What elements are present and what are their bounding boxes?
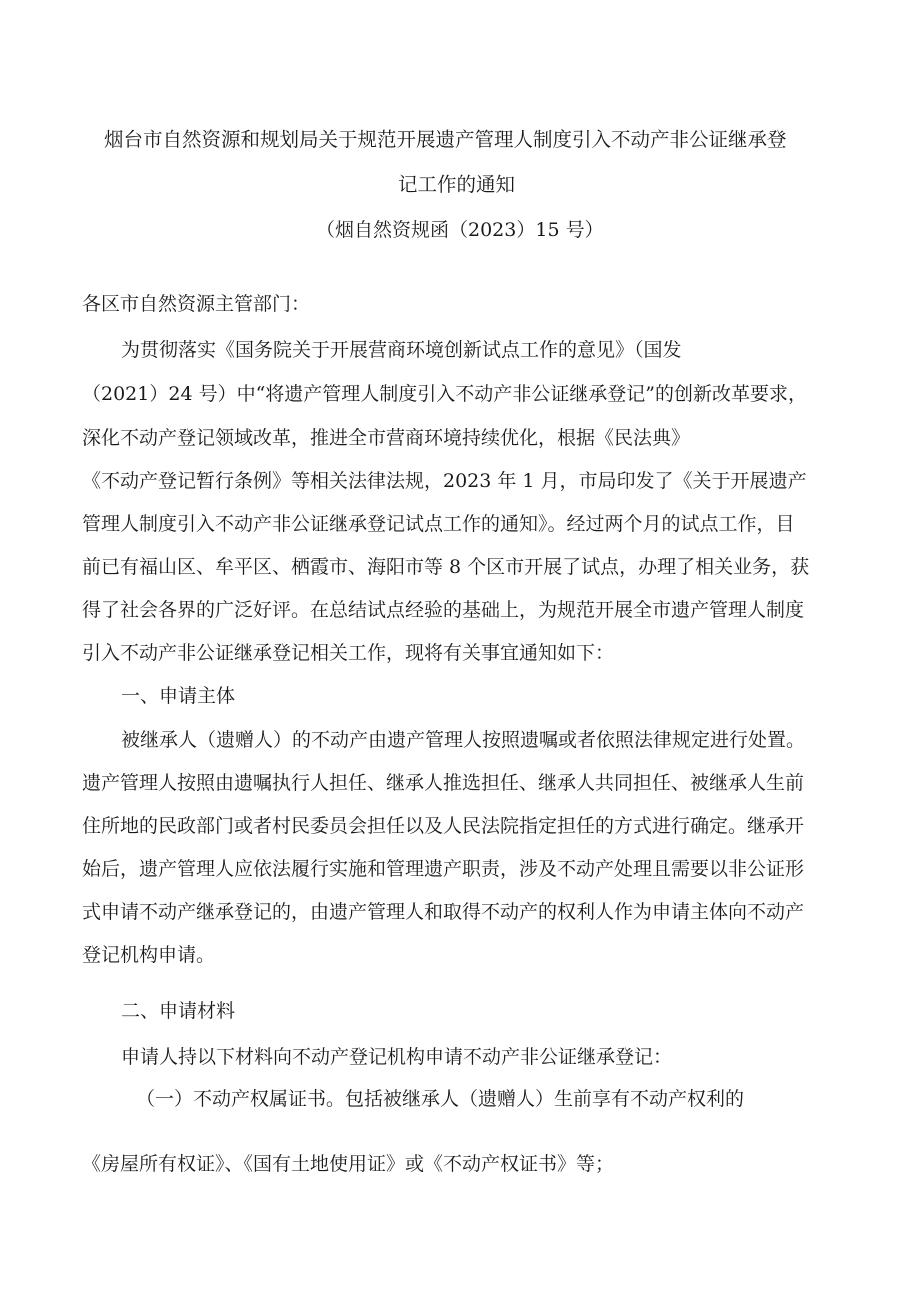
intro-line: 前已有福山区、牟平区、栖霞市、海阳市等 8 个区市开展了试点，办理了相关业务，获 (82, 556, 810, 578)
section1-line: 登记机构申请。 (82, 944, 216, 966)
section1-line: 始后，遗产管理人应依法履行实施和管理遗产职责，涉及不动产处理且需要以非公证形 (82, 858, 805, 880)
item-1-line-2: 《房屋所有权证》、《国有土地使用证》或《不动产权证书》等； (82, 1153, 615, 1175)
section1-line: 式申请不动产继承登记的，由遗产管理人和取得不动产的权利人作为申请主体向不动产 (82, 901, 805, 923)
intro-line: 引入不动产非公证继承登记相关工作，现将有关事宜通知如下： (82, 642, 615, 664)
section1-line: 住所地的民政部门或者村民委员会担任以及人民法院指定担任的方式进行确定。继承开 (82, 815, 805, 837)
intro-line: 《不动产登记暂行条例》等相关法律法规，2023 年 1 月，市局印发了《关于开展遗产 (82, 470, 807, 492)
section1-line: 被继承人（遗赠人）的不动产由遗产管理人按照遗嘱或者依照法律规定进行处置。 (121, 729, 806, 751)
document-title-line-2: 记工作的通知 (398, 173, 516, 196)
intro-line: 深化不动产登记领域改革，推进全市营商环境持续优化，根据《民法典》 (82, 427, 691, 449)
salutation: 各区市自然资源主管部门： (82, 293, 311, 315)
document-number: （烟自然资规函（2023）15 号） (316, 219, 604, 241)
section2-intro: 申请人持以下材料向不动产登记机构申请不动产非公证继承登记： (121, 1046, 673, 1068)
section-heading-materials: 二、申请材料 (121, 1000, 236, 1022)
intro-line: （2021）24 号）中“将遗产管理人制度引入不动产非公证继承登记”的创新改革要求， (82, 383, 807, 405)
section1-line: 遗产管理人按照由遗嘱执行人担任、继承人推选担任、继承人共同担任、被继承人生前 (82, 772, 805, 794)
intro-line: 管理人制度引入不动产非公证继承登记试点工作的通知》。经过两个月的试点工作，目 (82, 513, 795, 535)
document-title-line-1: 烟台市自然资源和规划局关于规范开展遗产管理人制度引入不动产非公证继承登 (104, 128, 787, 151)
intro-line: 得了社会各界的广泛好评。在总结试点经验的基础上，为规范开展全市遗产管理人制度 (82, 599, 805, 621)
section-heading-applicant: 一、申请主体 (121, 685, 236, 707)
item-1-line-1: （一）不动产权属证书。包括被继承人（遗赠人）生前享有不动产权利的 (136, 1088, 745, 1110)
intro-line: 为贯彻落实《国务院关于开展营商环境创新试点工作的意见》（国发 (121, 339, 682, 361)
